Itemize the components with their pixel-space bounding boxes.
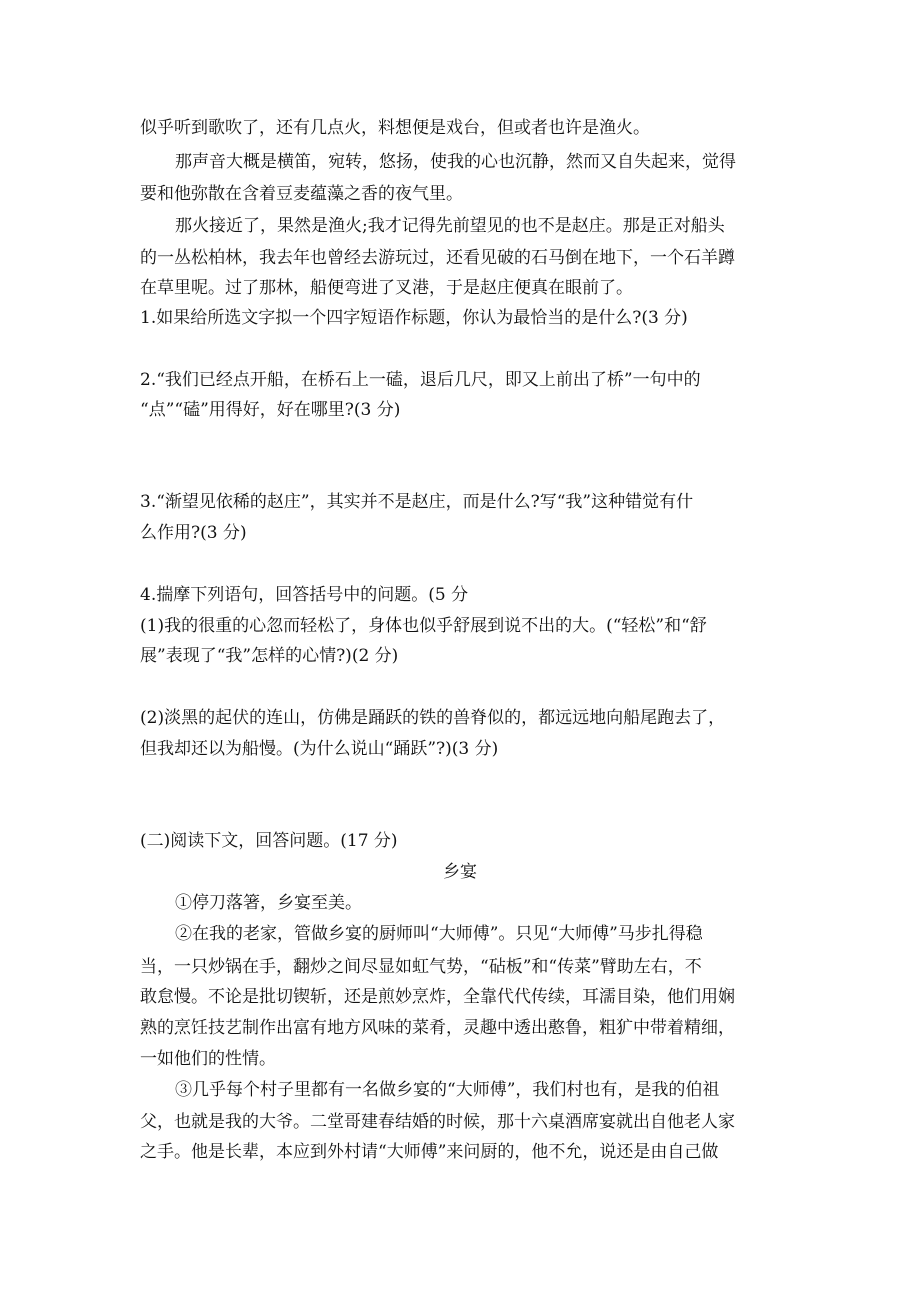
passage-line: 在草里呢。过了那林，船便弯进了叉港，于是赵庄便真在眼前了。: [140, 278, 633, 298]
article-line: 熟的烹饪技艺制作出富有地方风味的菜肴，灵趣中透出憨鲁，粗犷中带着精细，: [140, 1018, 735, 1038]
article-line: ③几乎每个村子里都有一名做乡宴的“大师傅”，我们村也有，是我的伯祖: [175, 1080, 720, 1100]
question-4-2-line: 但我却还以为船慢。(为什么说山“踊跃”?)(3 分): [140, 739, 499, 759]
question-4-1-line: 展”表现了“我”怎样的心情?)(2 分): [140, 646, 399, 666]
passage-line: 的一丛松柏林，我去年也曾经去游玩过，还看见破的石马倒在地下，一个石羊蹲: [140, 248, 735, 268]
question-3-line: 么作用?(3 分): [140, 523, 247, 543]
question-2-line: 2.“我们已经点开船，在桥石上一磕，退后几尺，即又上前出了桥”一句中的: [140, 370, 701, 390]
article-line: 一如他们的性情。: [140, 1049, 276, 1069]
section-heading: (二)阅读下文，回答问题。(17 分): [140, 831, 398, 851]
question-2-line: “点”“磕”用得好，好在哪里?(3 分): [140, 400, 401, 420]
article-line: ②在我的老家，管做乡宴的厨师叫“大师傅”。只见“大师傅”马步扎得稳: [175, 924, 703, 944]
question-4-2-line: (2)淡黑的起伏的连山，仿佛是踊跃的铁的兽脊似的，都远远地向船尾跑去了，: [140, 708, 726, 728]
passage-line: 那火接近了，果然是渔火;我才记得先前望见的也不是赵庄。那是正对船头: [175, 216, 725, 236]
article-title: 乡宴: [443, 862, 477, 882]
passage-line: 似乎听到歌吹了，还有几点火，料想便是戏台，但或者也许是渔火。: [140, 118, 650, 138]
question-1: 1.如果给所选文字拟一个四字短语作标题，你认为最恰当的是什么?(3 分): [140, 308, 688, 328]
passage-line: 要和他弥散在含着豆麦蕴藻之香的夜气里。: [140, 184, 463, 204]
question-3-line: 3.“渐望见依稀的赵庄”，其实并不是赵庄，而是什么?写“我”这种错觉有什: [140, 492, 694, 512]
article-line: 父，也就是我的大爷。二堂哥建春结婚的时候，那十六桌酒席宴就出自他老人家: [140, 1112, 735, 1132]
passage-line: 那声音大概是横笛，宛转，悠扬，使我的心也沉静，然而又自失起来，觉得: [175, 152, 736, 172]
question-4-1-line: (1)我的很重的心忽而轻松了，身体也似乎舒展到说不出的大。(“轻松”和“舒: [140, 616, 707, 636]
article-line: 敢怠慢。不论是批切锲斩，还是煎妙烹炸，全靠代代传续，耳濡目染，他们用娴: [140, 987, 735, 1007]
article-line: ①停刀落箸，乡宴至美。: [175, 893, 362, 913]
question-4-intro: 4.揣摩下列语句，回答括号中的问题。(5 分: [140, 585, 469, 605]
article-line: 当，一只炒锅在手，翻炒之间尽显如虹气势，“砧板”和“传菜”臂助左右，不: [140, 957, 702, 977]
article-line: 之手。他是长辈，本应到外村请“大师傅”来问厨的，他不允，说还是由自己做: [140, 1142, 719, 1162]
